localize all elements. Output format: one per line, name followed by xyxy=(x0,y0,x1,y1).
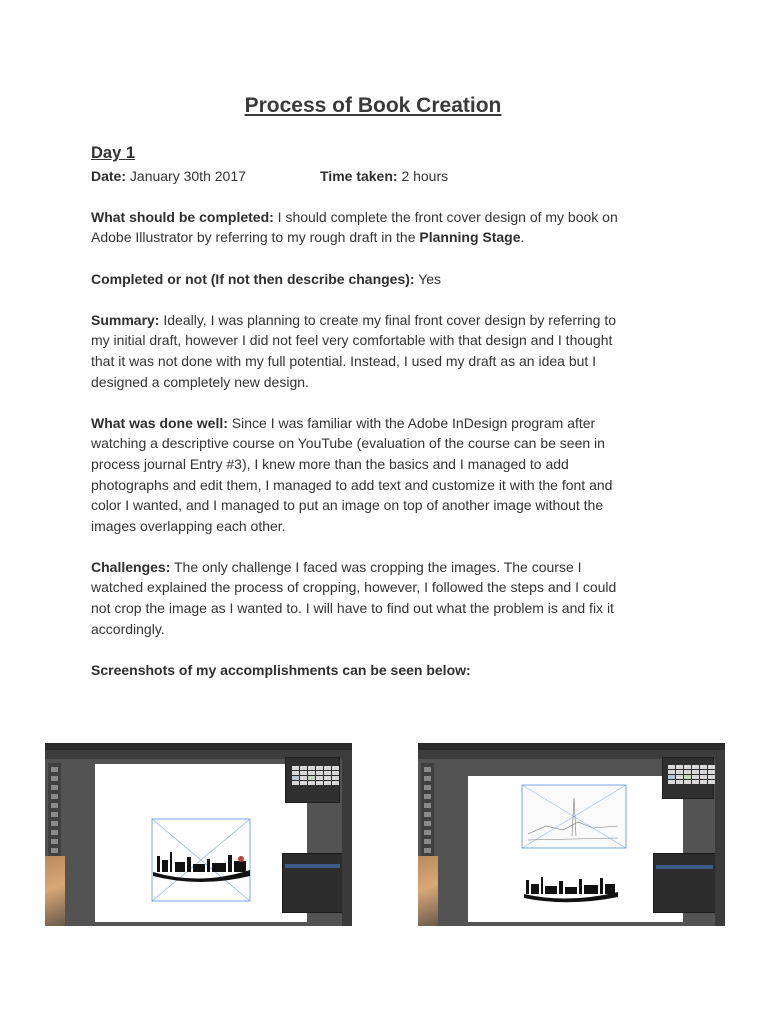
done-well-line: Since I was familiar with the Adobe InDesign program after xyxy=(231,414,596,431)
done-well-line: process journal Entry #3), I knew more than the basics and I managed to add xyxy=(91,455,569,472)
right-dock xyxy=(715,759,725,926)
placed-image-frame xyxy=(95,764,307,922)
summary-line: my initial draft, however I did not feel very comfortable with that design and I thought xyxy=(91,332,613,349)
done-well-line: color I wanted, and I managed to put an image on top of another image without the xyxy=(91,497,604,514)
completion-label: What should be completed: xyxy=(91,208,274,225)
completion-paragraph xyxy=(91,207,671,248)
completion-end: . xyxy=(520,229,525,246)
day-heading: Day 1 xyxy=(91,144,136,162)
illustrator-screenshot-1 xyxy=(45,743,352,926)
done-well-line: images overlapping each other. xyxy=(91,517,286,534)
document-title: Process of Book Creation xyxy=(244,94,502,117)
swatches-panel xyxy=(285,757,340,803)
date-value: January 30th 2017 xyxy=(129,167,246,184)
summary-paragraph xyxy=(91,310,671,392)
done-well-paragraph xyxy=(91,413,671,537)
challenges-line: watched explained the process of cropping, however, I followed the steps and I could xyxy=(91,579,617,596)
status-paragraph xyxy=(91,269,671,290)
summary-line: that it was not done with my full potential. Instead, I used my draft as an idea but I xyxy=(91,352,597,369)
completion-text-1: I should complete the front cover design of my book on xyxy=(277,208,618,225)
done-well-line: photographs and edit them, I managed to add text and customize it with the font and xyxy=(91,476,613,493)
placed-images xyxy=(468,776,683,922)
challenges-line: not crop the image as I wanted to. I will have to find out what the problem is and fix it xyxy=(91,600,614,617)
layers-panel xyxy=(282,853,344,913)
challenges-line: accordingly. xyxy=(91,620,165,637)
time-value: 2 hours xyxy=(401,167,449,184)
summary-line: Ideally, I was planning to create my final front cover design by referring to xyxy=(163,311,616,328)
planning-stage-emphasis: Planning Stage xyxy=(419,229,521,246)
status-label: Completed or not (If not then describe changes): xyxy=(91,270,415,287)
date-label: Date: xyxy=(91,167,127,184)
challenges-line: The only challenge I faced was cropping the images. The course I xyxy=(174,558,582,575)
app-menubar xyxy=(45,743,352,750)
done-well-line: watching a descriptive course on YouTube (evaluation of the course can be seen in xyxy=(91,435,605,452)
app-menubar xyxy=(418,743,725,750)
time-label: Time taken: xyxy=(320,167,398,184)
screenshots-caption: Screenshots of my accomplishments can be seen below: xyxy=(91,661,471,678)
swatches-panel xyxy=(662,757,714,799)
completion-text-2: Adobe Illustrator by referring to my rough draft in the xyxy=(91,229,416,246)
journal-entry xyxy=(91,143,671,680)
artboard xyxy=(95,764,307,922)
summary-label: Summary: xyxy=(91,311,160,328)
date-time-row xyxy=(91,166,671,187)
challenges-paragraph xyxy=(91,557,671,639)
right-dock xyxy=(342,759,352,926)
summary-line: designed a completely new design. xyxy=(91,373,309,390)
window-controls xyxy=(422,745,436,748)
desktop-photo xyxy=(418,856,438,926)
desktop-photo xyxy=(45,856,65,926)
layers-panel xyxy=(653,853,717,913)
artboard xyxy=(468,776,683,922)
illustrator-screenshot-2 xyxy=(418,743,725,926)
challenges-label: Challenges: xyxy=(91,558,171,575)
done-well-label: What was done well: xyxy=(91,414,228,431)
status-value: Yes xyxy=(418,270,442,287)
window-controls xyxy=(49,745,63,748)
